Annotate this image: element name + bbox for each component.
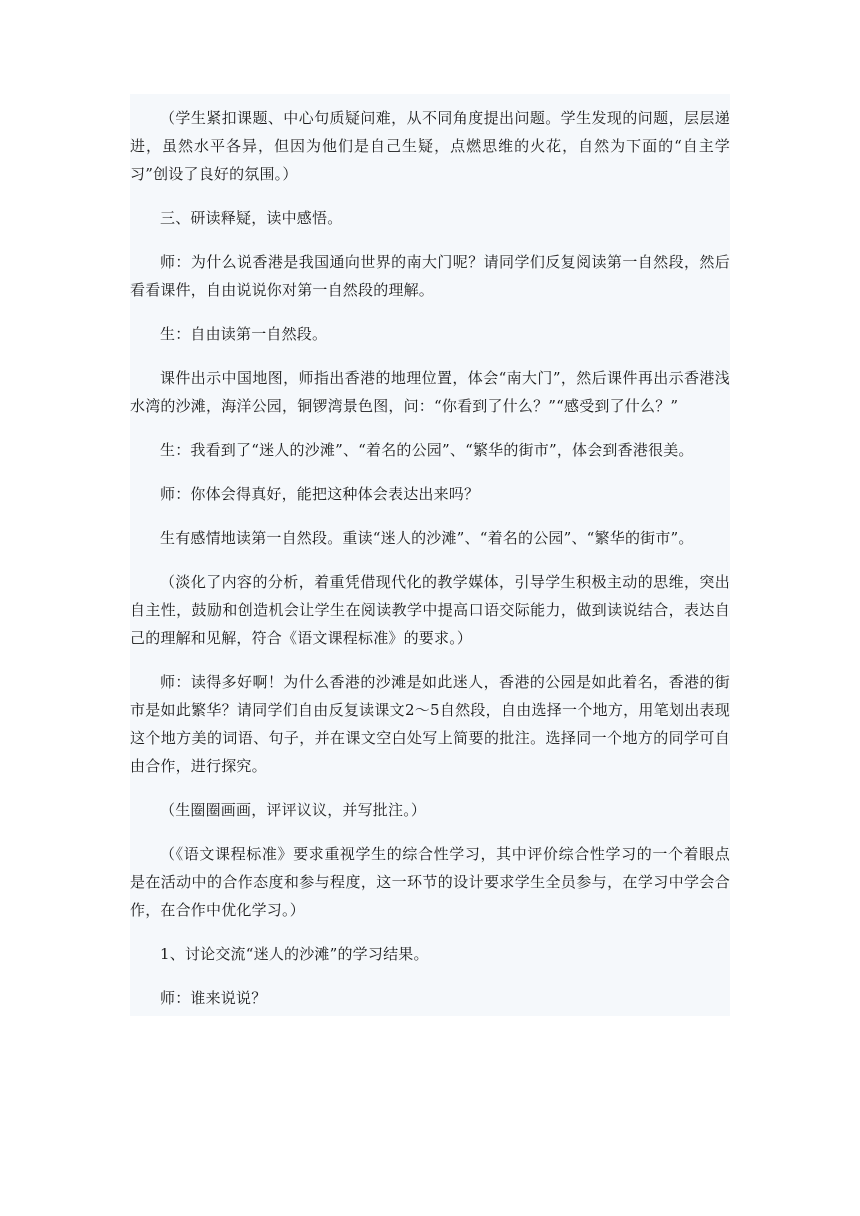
paragraph-student-emotional-reading: 生有感情地读第一自然段。重读“迷人的沙滩”、“着名的公园”、“繁华的街市”。	[160, 529, 694, 547]
paragraph-student-annotation: （生圈圈画画，评评议议，并写批注。）	[160, 801, 427, 819]
paragraph-courseware-map: 课件出示中国地图，师指出香港的地理位置，体会“南大门”，然后课件再出示香港浅水湾的沙滩，海洋公园，铜锣湾景色图，问：“你看到了什么？”“感受到了什么？”	[130, 369, 730, 415]
paragraph-student-reads: 生：自由读第一自然段。	[160, 325, 328, 343]
paragraph-teacher-question: 师：为什么说香港是我国通向世界的南大门呢？请同学们反复阅读第一自然段，然后看看课件，自由说说你对第一自然段的理解。	[130, 253, 730, 299]
section-heading-3: 三、研读释疑，读中感悟。	[160, 209, 343, 227]
paragraph-student-answer: 生：我看到了“迷人的沙滩”、“着名的公园”、“繁华的街市”，体会到香港很美。	[160, 441, 694, 459]
paragraph-note-questioning: （学生紧扣课题、中心句质疑问难，从不同角度提出问题。学生发现的问题，层层递进，虽然水平各异，但因为他们是自己生疑，点燃思维的火花，自然为下面的“自主学习”创设了良好的氛围。）	[130, 109, 730, 183]
document-text-block	[130, 94, 730, 1016]
paragraph-discussion-item-1: 1、讨论交流“迷人的沙滩”的学习结果。	[160, 945, 429, 963]
paragraph-note-media: （淡化了内容的分析，着重凭借现代化的教学媒体，引导学生积极主动的思维，突出自主性，鼓励和创造机会让学生在阅读教学中提高口语交际能力，做到读说结合，表达自己的理解和见解，符合《语文课程标准》的要求。）	[130, 573, 730, 647]
paragraph-teacher-praise: 师：你体会得真好，能把这种体会表达出来吗？	[160, 485, 480, 503]
paragraph-teacher-instruction: 师：读得多好啊！为什么香港的沙滩是如此迷人，香港的公园是如此着名，香港的街市是如此繁华？请同学们自由反复读课文2～5自然段，自由选择一个地方，用笔划出表现这个地方美的词语、句子，并在课文空白处写上简要的批注。选择同一个地方的同学可自由合作，进行探究。	[130, 673, 730, 775]
paragraph-note-curriculum: （《语文课程标准》要求重视学生的综合性学习，其中评价综合性学习的一个着眼点是在活动中的合作态度和参与程度，这一环节的设计要求学生全员参与，在学习中学会合作，在合作中优化学习。）	[130, 845, 730, 919]
paragraph-teacher-prompt: 师：谁来说说？	[160, 989, 267, 1007]
